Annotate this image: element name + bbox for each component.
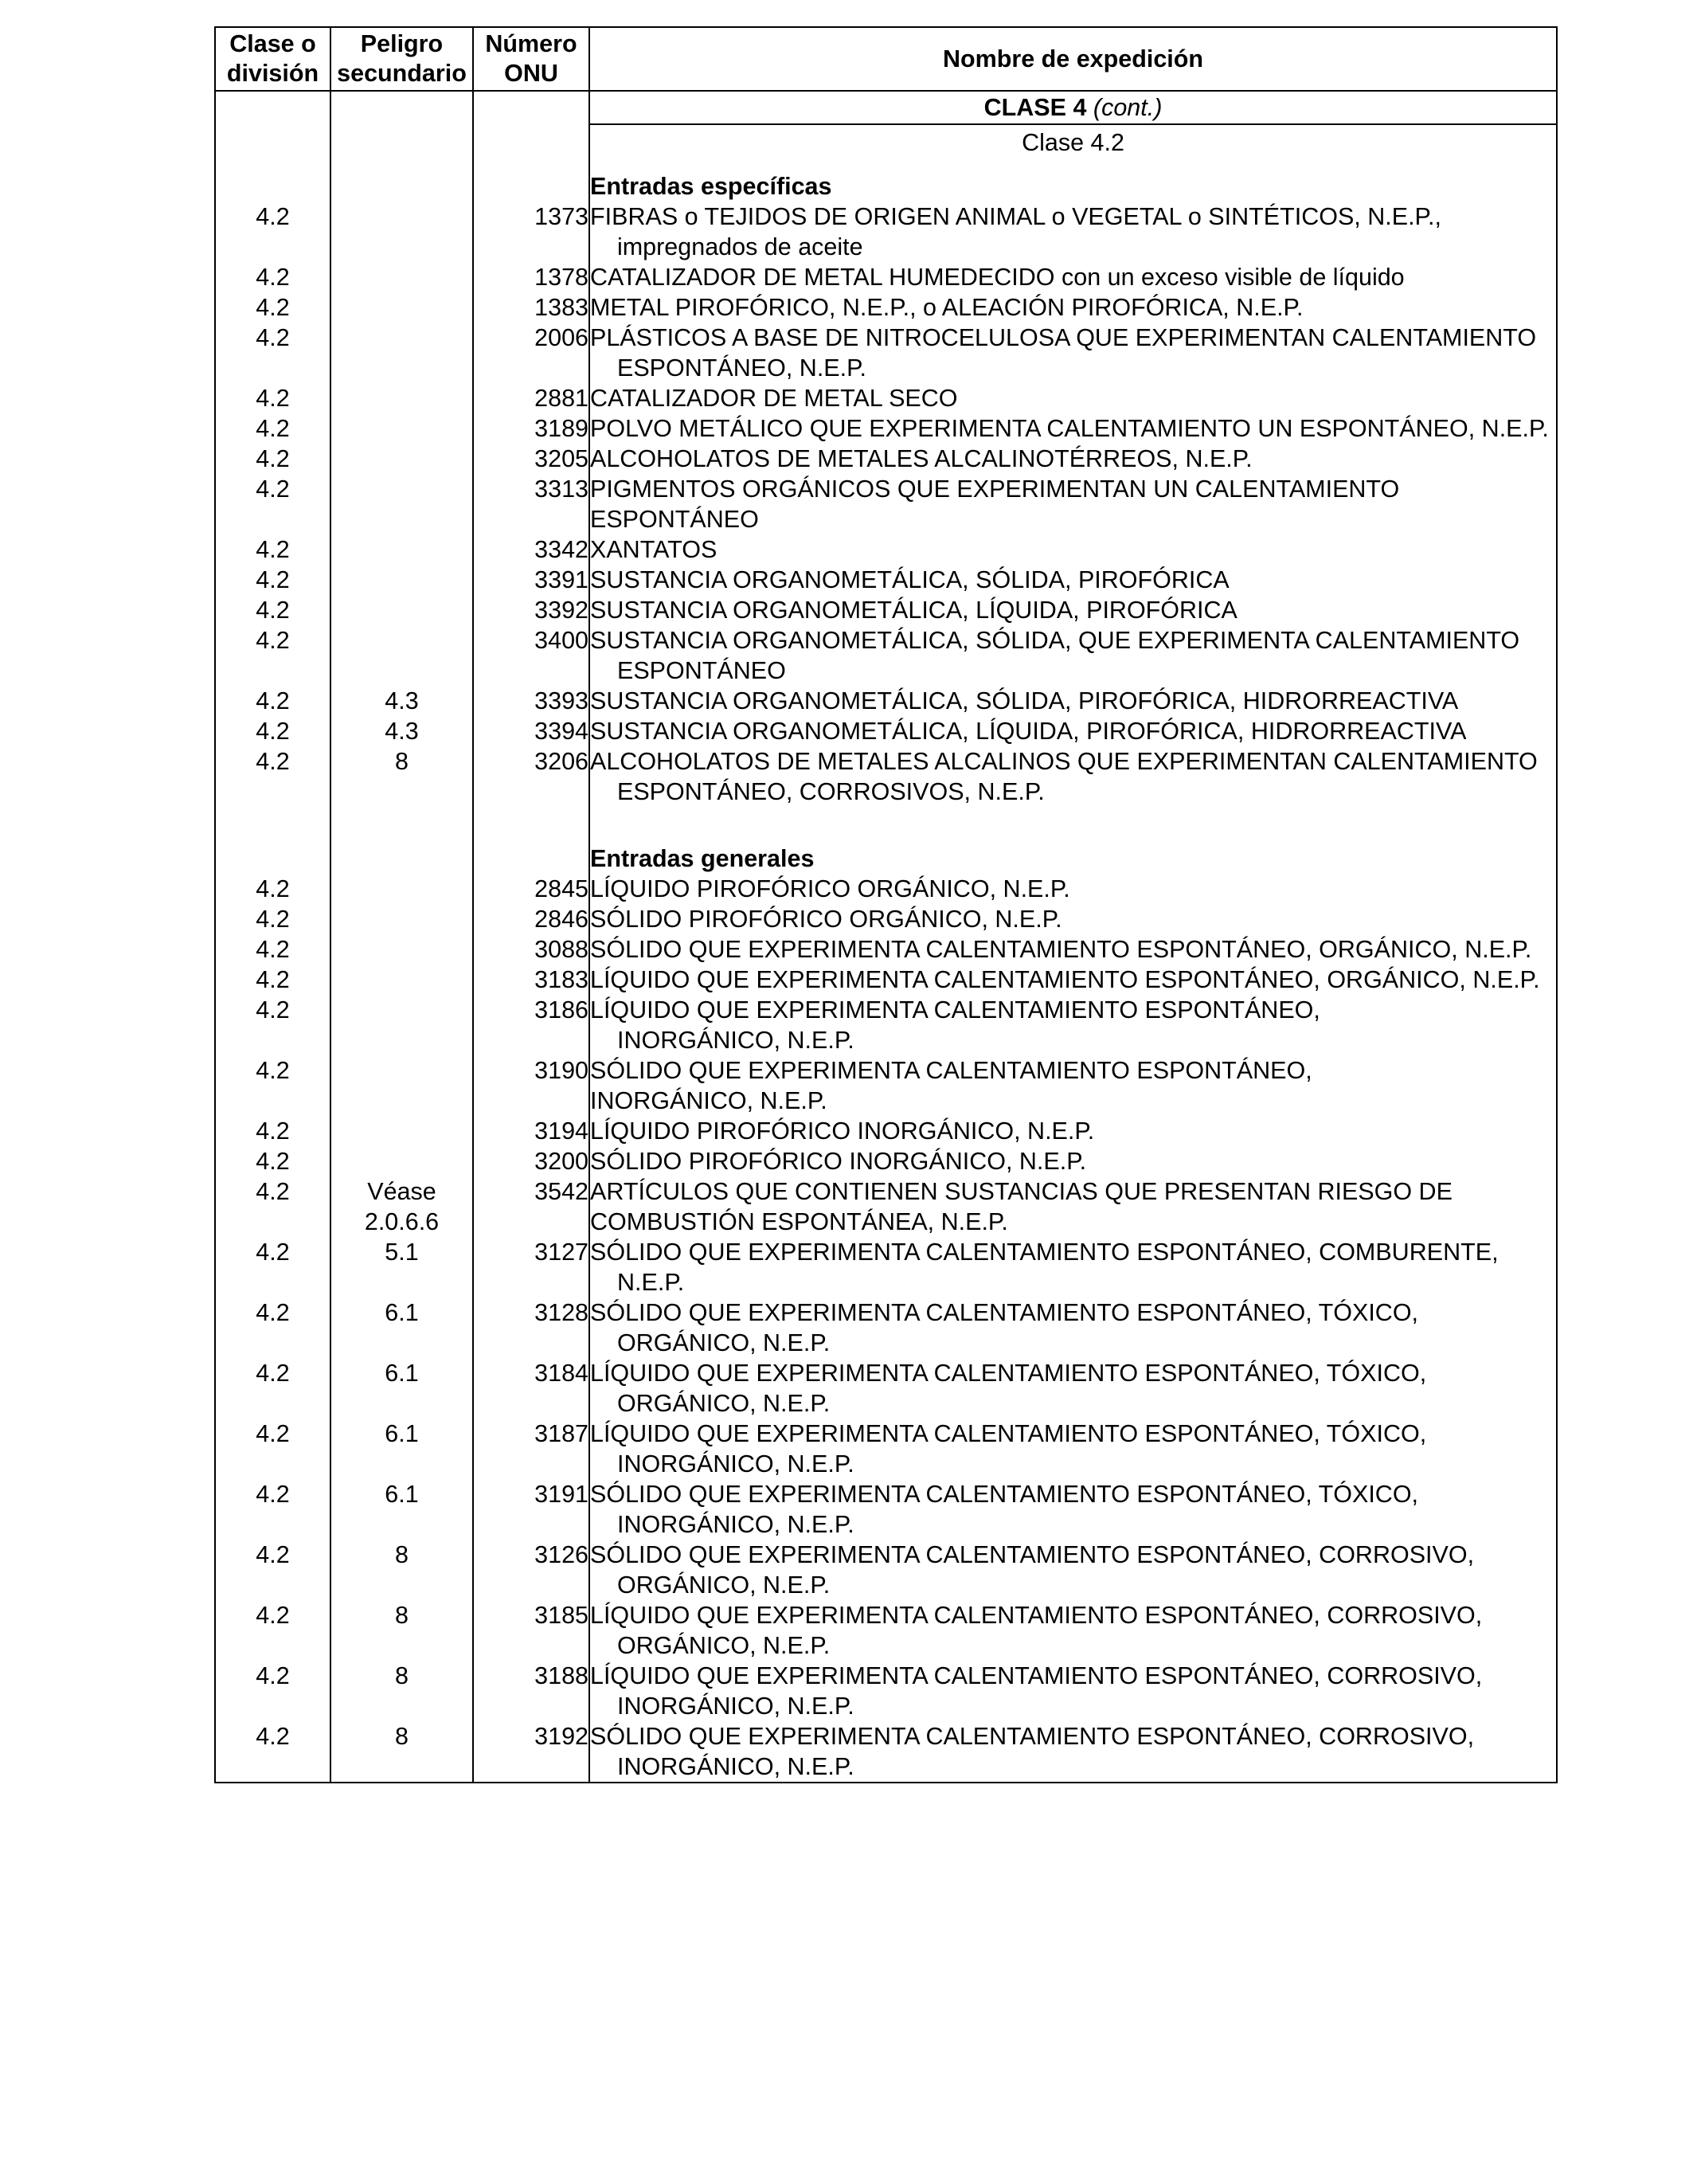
header-numero: Número ONU [473,27,589,91]
onu-cell: 3184 [473,1358,589,1419]
nombre-text: SÓLIDO QUE EXPERIMENTA CALENTAMIENTO ESPONTÁNEO, ORGÁNICO, N.E.P. [590,936,1532,963]
nombre-text: CATALIZADOR DE METAL SECO [590,385,958,412]
nombre-cell [589,1479,1557,1540]
peligro-cell [330,292,473,323]
onu-cell: 3186 [473,995,589,1055]
clase-cell: 4.2 [215,965,330,995]
nombre-cell [589,565,1557,595]
clase-cell: 4.2 [215,1540,330,1600]
peligro-cell [330,323,473,383]
nombre-text: LÍQUIDO PIROFÓRICO ORGÁNICO, N.E.P. [590,875,1070,902]
nombre-text: SUSTANCIA ORGANOMETÁLICA, LÍQUIDA, PIROFÓRICA [590,597,1237,624]
nombre-text-line2: COMBUSTIÓN ESPONTÁNEA, N.E.P. [590,1208,1008,1235]
clase-cell: 4.2 [215,1358,330,1419]
table-row [215,874,1557,904]
peligro-cell [330,1600,473,1661]
table-row [215,1479,1557,1540]
peligro-text: 8 [395,1723,409,1750]
peligro-cell [330,625,473,686]
nombre-text: LÍQUIDO QUE EXPERIMENTA CALENTAMIENTO ESPONTÁNEO, TÓXICO, [590,1420,1427,1447]
nombre-cell [589,995,1557,1055]
onu-cell: 2846 [473,904,589,934]
peligro-cell [330,1419,473,1479]
table-row [215,1540,1557,1600]
nombre-text-line2: INORGÁNICO, N.E.P. [617,1027,854,1054]
nombre-cell [589,746,1557,807]
onu-cell: 3190 [473,1055,589,1116]
clase-cell: 4.2 [215,595,330,625]
table-row [215,1721,1557,1783]
table-row [215,262,1557,292]
peligro-text: Véase [367,1178,436,1205]
onu-cell: 3391 [473,565,589,595]
onu-cell: 1378 [473,262,589,292]
nombre-cell [589,934,1557,965]
peligro-cell [330,1146,473,1176]
nombre-cell [589,965,1557,995]
clase-cell: 4.2 [215,262,330,292]
class-title-cont: (cont.) [1093,94,1163,121]
nombre-text: SUSTANCIA ORGANOMETÁLICA, LÍQUIDA, PIROFÓRICA, HIDRORREACTIVA [590,718,1467,745]
nombre-text-line2: INORGÁNICO, N.E.P. [617,1450,854,1478]
peligro-cell [330,413,473,444]
nombre-text: CATALIZADOR DE METAL HUMEDECIDO con un exceso visible de líquido [590,264,1405,291]
nombre-text: LÍQUIDO PIROFÓRICO INORGÁNICO, N.E.P. [590,1117,1095,1145]
peligro-text: 6.1 [385,1360,419,1387]
clase-cell: 4.2 [215,413,330,444]
nombre-cell [589,1237,1557,1297]
nombre-cell [589,1600,1557,1661]
onu-cell: 3400 [473,625,589,686]
onu-cell: 3191 [473,1479,589,1540]
class-title [589,91,1557,124]
table-row [215,1600,1557,1661]
peligro-cell [330,534,473,565]
nombre-cell [589,1419,1557,1479]
clase-cell: 4.2 [215,1419,330,1479]
onu-cell: 3127 [473,1237,589,1297]
table-row [215,595,1557,625]
peligro-cell [330,1297,473,1358]
clase-cell: 4.2 [215,565,330,595]
table-row [215,746,1557,807]
peligro-text: 8 [395,1602,409,1629]
peligro-text: 8 [395,1662,409,1689]
header-row [215,27,1557,91]
peligro-cell [330,746,473,807]
nombre-text: SÓLIDO QUE EXPERIMENTA CALENTAMIENTO ESPONTÁNEO, TÓXICO, [590,1481,1419,1508]
onu-cell: 3342 [473,534,589,565]
clase-cell: 4.2 [215,1721,330,1783]
nombre-cell [589,1358,1557,1419]
peligro-cell [330,262,473,292]
section-header-row [215,807,1557,874]
nombre-cell [589,1297,1557,1358]
nombre-text: LÍQUIDO QUE EXPERIMENTA CALENTAMIENTO ESPONTÁNEO, CORROSIVO, [590,1602,1483,1629]
nombre-cell [589,874,1557,904]
onu-cell: 3393 [473,686,589,716]
peligro-text-line2: 2.0.6.6 [364,1208,440,1235]
clase-cell: 4.2 [215,202,330,262]
table-row [215,1661,1557,1721]
table-body [215,91,1557,1783]
peligro-cell [330,1358,473,1419]
table-row [215,716,1557,746]
nombre-text-line2: INORGÁNICO, N.E.P. [617,1511,854,1538]
nombre-cell [589,625,1557,686]
nombre-text: ALCOHOLATOS DE METALES ALCALINOTÉRREOS, N.E.P. [590,445,1253,472]
nombre-cell [589,323,1557,383]
peligro-text: 4.3 [385,687,419,714]
clase-cell: 4.2 [215,686,330,716]
class-title-row [215,91,1557,124]
peligro-cell [330,716,473,746]
peligro-cell [330,874,473,904]
header-peligro: Peligro secundario [330,27,473,91]
clase-cell: 4.2 [215,1661,330,1721]
nombre-text: FIBRAS o TEJIDOS DE ORIGEN ANIMAL o VEGETAL o SINTÉTICOS, N.E.P., [590,203,1441,230]
nombre-cell [589,202,1557,262]
nombre-text: SÓLIDO QUE EXPERIMENTA CALENTAMIENTO ESPONTÁNEO, CORROSIVO, [590,1541,1475,1568]
table-row [215,413,1557,444]
nombre-text-line2: INORGÁNICO, N.E.P. [590,1087,827,1114]
onu-cell: 1383 [473,292,589,323]
peligro-text: 6.1 [385,1299,419,1326]
nombre-text-line2: ESPONTÁNEO [590,506,759,533]
clase-cell: 4.2 [215,995,330,1055]
onu-cell: 3183 [473,965,589,995]
nombre-text: XANTATOS [590,536,717,563]
table-row [215,292,1557,323]
nombre-cell [589,686,1557,716]
nombre-text: SÓLIDO PIROFÓRICO INORGÁNICO, N.E.P. [590,1148,1087,1175]
nombre-text: ALCOHOLATOS DE METALES ALCALINOS QUE EXPERIMENTAN CALENTAMIENTO [590,748,1538,775]
table-row [215,202,1557,262]
nombre-cell [589,292,1557,323]
table-row [215,534,1557,565]
peligro-cell [330,904,473,934]
header-clase: Clase o división [215,27,330,91]
table-row [215,1146,1557,1176]
nombre-text-line2: ORGÁNICO, N.E.P. [617,1329,831,1356]
nombre-cell [589,413,1557,444]
onu-cell: 3192 [473,1721,589,1783]
peligro-cell [330,1176,473,1237]
nombre-text: METAL PIROFÓRICO, N.E.P., o ALEACIÓN PIROFÓRICA, N.E.P. [590,294,1304,321]
nombre-cell [589,444,1557,474]
peligro-cell [330,1055,473,1116]
nombre-cell [589,534,1557,565]
clase-cell: 4.2 [215,444,330,474]
nombre-text: SUSTANCIA ORGANOMETÁLICA, SÓLIDA, QUE EXPERIMENTA CALENTAMIENTO [590,627,1520,654]
clase-cell: 4.2 [215,1297,330,1358]
subclass-title-row [215,124,1557,160]
peligro-cell [330,383,473,413]
clase-cell: 4.2 [215,625,330,686]
clase-cell: 4.2 [215,746,330,807]
nombre-cell [589,383,1557,413]
peligro-cell [330,1237,473,1297]
nombre-text: POLVO METÁLICO QUE EXPERIMENTA CALENTAMIENTO UN ESPONTÁNEO, N.E.P. [590,415,1549,442]
table-row [215,995,1557,1055]
nombre-text: SÓLIDO QUE EXPERIMENTA CALENTAMIENTO ESPONTÁNEO, TÓXICO, [590,1299,1419,1326]
onu-cell: 3392 [473,595,589,625]
peligro-text: 8 [395,1541,409,1568]
table-row [215,934,1557,965]
clase-cell: 4.2 [215,1600,330,1661]
onu-cell: 3394 [473,716,589,746]
peligro-text: 4.3 [385,718,419,745]
nombre-text-line2: ESPONTÁNEO [617,657,786,684]
nombre-cell [589,1721,1557,1783]
peligro-text: 6.1 [385,1420,419,1447]
clase-cell: 4.2 [215,934,330,965]
nombre-text-line2: ORGÁNICO, N.E.P. [617,1390,831,1417]
nombre-text-line2: INORGÁNICO, N.E.P. [617,1693,854,1720]
peligro-text: 8 [395,748,409,775]
nombre-cell [589,1146,1557,1176]
nombre-text: SÓLIDO PIROFÓRICO ORGÁNICO, N.E.P. [590,906,1062,933]
nombre-text: LÍQUIDO QUE EXPERIMENTA CALENTAMIENTO ESPONTÁNEO, CORROSIVO, [590,1662,1483,1689]
onu-cell: 3205 [473,444,589,474]
peligro-cell [330,1661,473,1721]
clase-cell: 4.2 [215,1055,330,1116]
onu-cell: 3200 [473,1146,589,1176]
table-row [215,1237,1557,1297]
clase-cell: 4.2 [215,383,330,413]
clase-cell: 4.2 [215,534,330,565]
onu-cell: 3187 [473,1419,589,1479]
peligro-text: 6.1 [385,1481,419,1508]
header-nombre: Nombre de expedición [589,27,1557,91]
nombre-cell [589,1540,1557,1600]
peligro-cell [330,444,473,474]
section-title: Entradas específicas [589,160,1557,202]
onu-cell: 3194 [473,1116,589,1146]
table-row [215,444,1557,474]
clase-cell: 4.2 [215,292,330,323]
nombre-text-line2: ESPONTÁNEO, CORROSIVOS, N.E.P. [617,778,1045,805]
nombre-text: PLÁSTICOS A BASE DE NITROCELULOSA QUE EXPERIMENTAN CALENTAMIENTO [590,324,1537,351]
peligro-cell [330,565,473,595]
clase-cell: 4.2 [215,474,330,534]
table-row [215,1297,1557,1358]
nombre-text: SÓLIDO QUE EXPERIMENTA CALENTAMIENTO ESPONTÁNEO, [590,1057,1312,1084]
onu-cell: 3088 [473,934,589,965]
section-header-row [215,160,1557,202]
onu-cell: 3188 [473,1661,589,1721]
onu-cell: 3206 [473,746,589,807]
nombre-text: SUSTANCIA ORGANOMETÁLICA, SÓLIDA, PIROFÓRICA [590,566,1230,593]
nombre-text: SÓLIDO QUE EXPERIMENTA CALENTAMIENTO ESPONTÁNEO, COMBURENTE, [590,1239,1499,1266]
nombre-text: LÍQUIDO QUE EXPERIMENTA CALENTAMIENTO ESPONTÁNEO, TÓXICO, [590,1360,1427,1387]
nombre-text-line2: ESPONTÁNEO, N.E.P. [617,354,866,382]
table-row [215,904,1557,934]
peligro-cell [330,965,473,995]
clase-cell: 4.2 [215,904,330,934]
nombre-text-line2: N.E.P. [617,1269,685,1296]
onu-cell: 1373 [473,202,589,262]
nombre-cell [589,716,1557,746]
table-row [215,1419,1557,1479]
nombre-cell [589,595,1557,625]
nombre-cell [589,1116,1557,1146]
nombre-text: SÓLIDO QUE EXPERIMENTA CALENTAMIENTO ESPONTÁNEO, CORROSIVO, [590,1723,1475,1750]
nombre-text: LÍQUIDO QUE EXPERIMENTA CALENTAMIENTO ESPONTÁNEO, ORGÁNICO, N.E.P. [590,966,1540,993]
table-row [215,965,1557,995]
table-row [215,565,1557,595]
peligro-text: 5.1 [385,1239,419,1266]
table-row [215,625,1557,686]
clase-cell: 4.2 [215,716,330,746]
table-row [215,1116,1557,1146]
peligro-cell [330,934,473,965]
onu-cell: 2845 [473,874,589,904]
nombre-text: ARTÍCULOS QUE CONTIENEN SUSTANCIAS QUE PRESENTAN RIESGO DE [590,1178,1453,1205]
peligro-cell [330,595,473,625]
peligro-cell [330,995,473,1055]
dangerous-goods-table [214,26,1558,1783]
table-row [215,383,1557,413]
clase-cell: 4.2 [215,1146,330,1176]
clase-cell: 4.2 [215,1237,330,1297]
peligro-cell [330,1116,473,1146]
clase-cell: 4.2 [215,874,330,904]
table-row [215,323,1557,383]
onu-cell: 2006 [473,323,589,383]
peligro-cell [330,1479,473,1540]
nombre-text: LÍQUIDO QUE EXPERIMENTA CALENTAMIENTO ESPONTÁNEO, [590,996,1320,1024]
peligro-cell [330,686,473,716]
table-row [215,686,1557,716]
nombre-text: SUSTANCIA ORGANOMETÁLICA, SÓLIDA, PIROFÓRICA, HIDRORREACTIVA [590,687,1459,714]
nombre-text-line2: ORGÁNICO, N.E.P. [617,1632,831,1659]
peligro-cell [330,474,473,534]
onu-cell: 3128 [473,1297,589,1358]
table-row [215,474,1557,534]
subclass-title: Clase 4.2 [589,124,1557,160]
onu-cell: 2881 [473,383,589,413]
clase-cell: 4.2 [215,1116,330,1146]
nombre-text: PIGMENTOS ORGÁNICOS QUE EXPERIMENTAN UN CALENTAMIENTO [590,476,1400,503]
peligro-cell [330,202,473,262]
onu-cell: 3185 [473,1600,589,1661]
section-title: Entradas generales [589,807,1557,874]
nombre-text-line2: ORGÁNICO, N.E.P. [617,1571,831,1599]
clase-cell: 4.2 [215,323,330,383]
onu-cell: 3189 [473,413,589,444]
class-title-text: CLASE 4 [983,94,1087,121]
nombre-cell [589,1661,1557,1721]
table-row [215,1055,1557,1116]
nombre-cell [589,474,1557,534]
onu-cell: 3313 [473,474,589,534]
nombre-cell [589,262,1557,292]
peligro-cell [330,1540,473,1600]
nombre-text-line2: INORGÁNICO, N.E.P. [617,1753,854,1780]
clase-cell: 4.2 [215,1176,330,1237]
clase-cell: 4.2 [215,1479,330,1540]
onu-cell: 3126 [473,1540,589,1600]
table-row [215,1176,1557,1237]
nombre-cell [589,1055,1557,1116]
table-row [215,1358,1557,1419]
peligro-cell [330,1721,473,1783]
nombre-cell [589,904,1557,934]
nombre-text-line2: impregnados de aceite [617,233,863,260]
nombre-cell [589,1176,1557,1237]
onu-cell: 3542 [473,1176,589,1237]
